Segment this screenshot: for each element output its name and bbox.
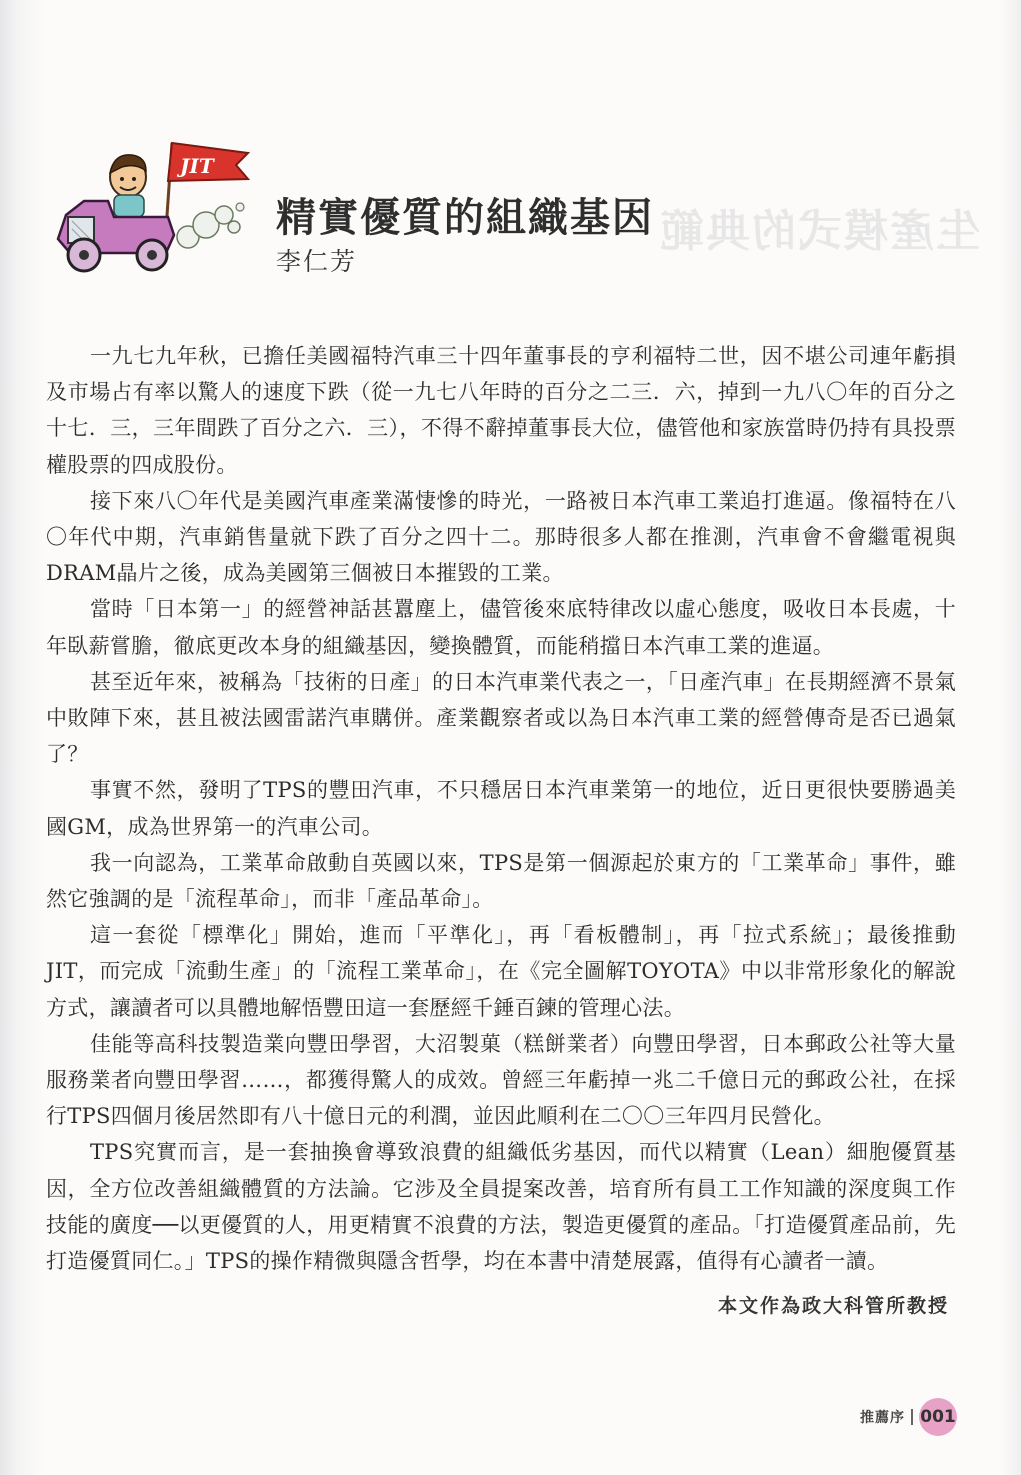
paragraph: 當時「日本第一」的經營神話甚囂塵上，儘管後來底特律改以虛心態度，吸收日本長處，十年臥薪嘗膽，徹底更改本身的組織基因，變換體質，而能稍擋日本汽車工業的進逼。 — [46, 597, 956, 658]
paragraph: 一九七九年秋，已擔任美國福特汽車三十四年董事長的亨利福特二世，因不堪公司連年虧損及市場占有率以驚人的速度下跌（從一九七八年時的百分之二三．六，掉到一九八〇年的百分之十七．三，三年間跌了百分之六．三），不得不辭掉董事長大位，儘管他和家族當時仍持有具投票權股票的四成股份。 — [46, 344, 956, 477]
bleed-through-text: 生產模式的典範 — [658, 206, 980, 257]
paragraph: 接下來八〇年代是美國汽車產業滿悽慘的時光，一路被日本汽車工業追打進逼。像福特在八〇年代中期，汽車銷售量就下跌了百分之四十二。那時很多人都在推測，汽車會不會繼電視與DRAM晶片之後，成為美國第三個被日本摧毀的工業。 — [46, 488, 956, 586]
article-author: 李仁芳 — [276, 247, 358, 276]
paragraph: 甚至近年來，被稱為「技術的日產」的日本汽車業代表之一，「日產汽車」在長期經濟不景氣中敗陣下來，甚且被法國雷諾汽車購併。產業觀察者或以為日本汽車工業的經營傳奇是否已過氣了？ — [46, 669, 956, 767]
paragraph: 這一套從「標準化」開始，進而「平準化」，再「看板體制」，再「拉式系統」；最後推動JIT，而完成「流動生產」的「流程工業革命」，在《完全圖解TOYOTA》中以非常形象化的解說方式，讓讀者可以具體地解悟豐田這一套歷經千錘百鍊的管理心法。 — [46, 923, 956, 1020]
section-label: 推薦序 — [860, 1410, 905, 1426]
article-body — [46, 338, 956, 1279]
page-number-badge: 001 — [919, 1398, 957, 1436]
page-footer — [860, 1398, 957, 1436]
flag-label: JIT — [180, 154, 214, 178]
article-title: 精實優質的組織基因 — [276, 194, 654, 241]
footer-divider — [911, 1409, 913, 1425]
paragraph: 事實不然，發明了TPS的豐田汽車，不只穩居日本汽車業第一的地位，近日更很快要勝過美國GM，成為世界第一的汽車公司。 — [46, 778, 956, 839]
paragraph: TPS究實而言，是一套抽換會導致浪費的組織低劣基因，而代以精實（Lean）細胞優質基因，全方位改善組織體質的方法論。它涉及全員提案改善，培育所有員工工作知識的深度與工作技能的廣度──以更優質的人，用更精實不浪費的方法，製造更優質的產品。「打造優質產品前，先打造優質同仁。」TPS的操作精微與隱含哲學，均在本書中清楚展露，值得有心讀者一讀。 — [46, 1140, 956, 1274]
paragraph: 佳能等高科技製造業向豐田學習，大沼製菓（糕餅業者）向豐田學習，日本郵政公社等大量服務業者向豐田學習……，都獲得驚人的成效。曾經三年虧掉一兆二千億日元的郵政公社，在採行TPS四個月後居然即有八十億日元的利潤，並因此順利在二〇〇三年四月民營化。 — [46, 1031, 956, 1129]
jit-car-mascot — [48, 135, 258, 285]
paragraph: 我一向認為，工業革命啟動自英國以來，TPS是第一個源起於東方的「工業革命」事件，雖然它強調的是「流程革命」，而非「產品革命」。 — [46, 850, 956, 912]
author-signature: 本文作為政大科管所教授 — [717, 1295, 949, 1317]
